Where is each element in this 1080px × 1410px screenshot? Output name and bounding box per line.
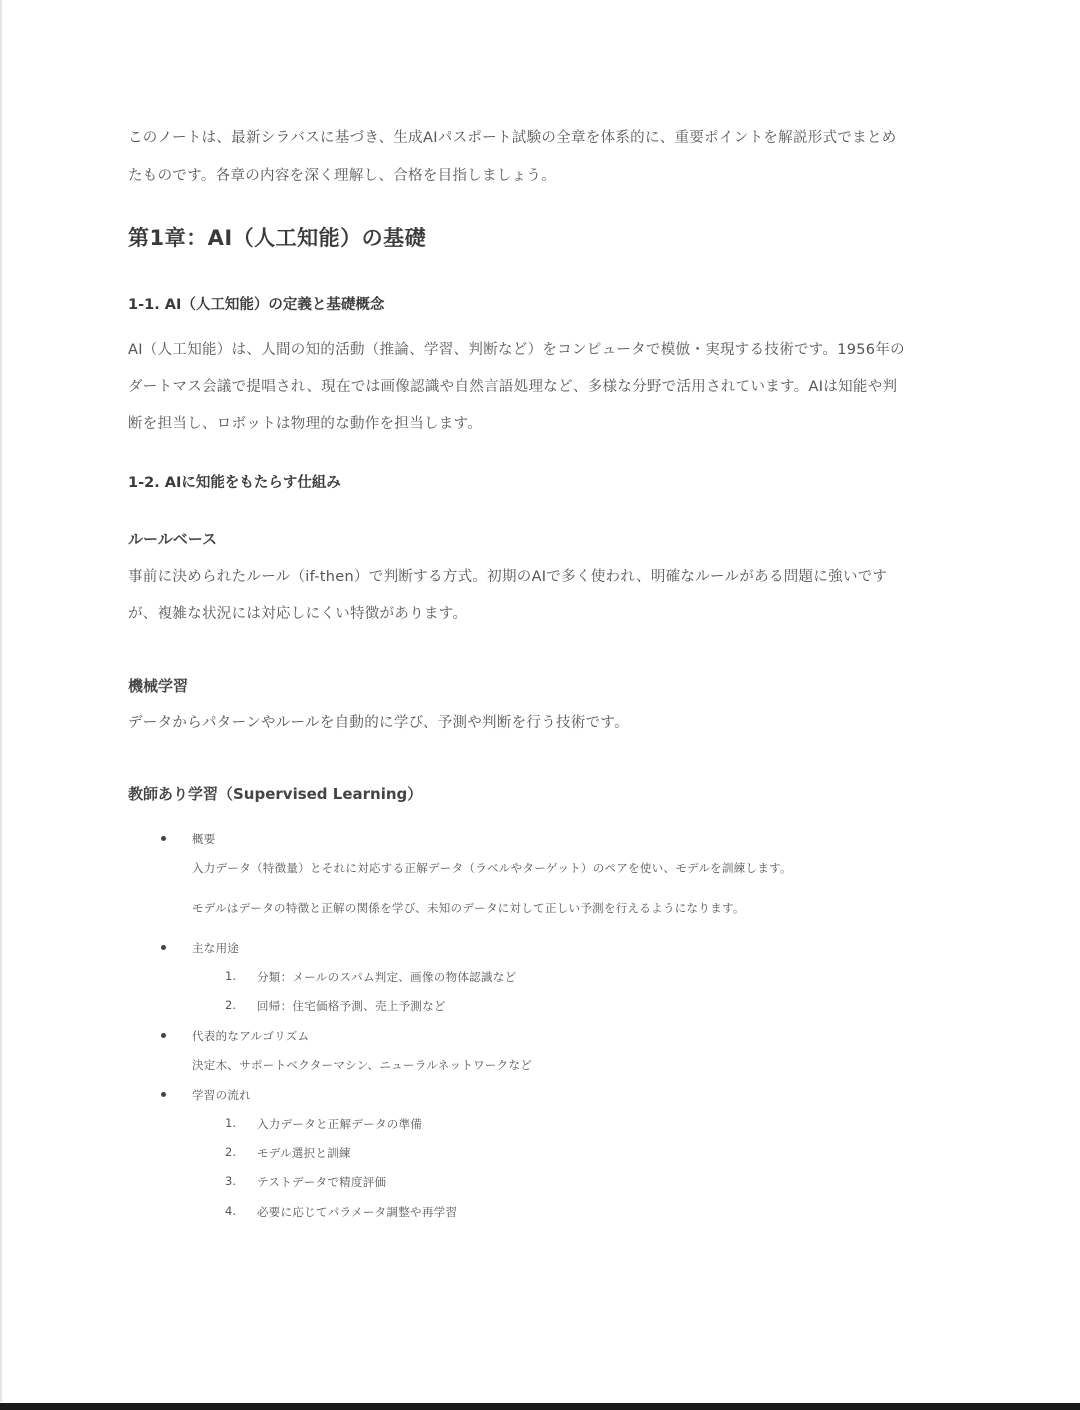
overview-line-1: 入力データ（特徴量）とそれに対応する正解データ（ラベルやターゲット）のペアを使い、モデルを訓練します。 [192, 861, 792, 875]
chapter-title: 第1章：AI（人工知能）の基礎 [128, 226, 427, 250]
section-heading-1-1: 1-1. AI（人工知能）の定義と基礎概念 [128, 297, 385, 313]
flow-item-1-number: 1. [225, 1116, 236, 1130]
flow-item-4-number: 4. [225, 1204, 236, 1218]
overview-line-2: モデルはデータの特徴と正解の関係を学び、未知のデータに対して正しい予測を行えるようになります。 [192, 901, 745, 915]
flow-item-4-text: 必要に応じてパラメータ調整や再学習 [257, 1205, 458, 1219]
rule-based-line-2: が、複雑な状況には対応しにくい特徴があります。 [128, 606, 468, 622]
bullet-dot [161, 836, 166, 841]
intro-line-2: たものです。各章の内容を深く理解し、合格を目指しましょう。 [128, 168, 557, 184]
page-left-edge [0, 0, 2, 1402]
flow-item-1-text: 入力データと正解データの準備 [257, 1117, 423, 1131]
ml-heading: 機械学習 [128, 677, 189, 695]
rule-based-line-1: 事前に決められたルール（if-then）で判断する方式。初期のAIで多く使われ、明確なルールがある問題に強いです [128, 569, 888, 585]
uses-item-2-text: 回帰：住宅価格予測、売上予測など [257, 999, 446, 1013]
uses-item-1-number: 1. [225, 969, 236, 983]
flow-item-3-number: 3. [225, 1174, 236, 1188]
rule-based-heading: ルールベース [128, 530, 217, 548]
ml-line-1: データからパターンやルールを自動的に学び、予測や判断を行う技術です。 [128, 715, 629, 731]
section-1-1-line-1: AI（人工知能）は、人間の知的活動（推論、学習、判断など）をコンピュータで模倣・実現する技術です。1956年の [128, 342, 905, 358]
flow-item-2-text: モデル選択と訓練 [257, 1146, 351, 1160]
flow-item-3-text: テストデータで精度評価 [257, 1175, 387, 1189]
uses-label: 主な用途 [192, 941, 240, 955]
algorithms-text: 決定木、サポートベクターマシン、ニューラルネットワークなど [192, 1058, 533, 1072]
flow-item-2-number: 2. [225, 1145, 236, 1159]
uses-item-1-text: 分類：メールのスパム判定、画像の物体認識など [257, 970, 517, 984]
intro-line-1: このノートは、最新シラバスに基づき、生成AIパスポート試験の全章を体系的に、重要ポイントを解説形式でまとめ [128, 130, 897, 146]
section-1-1-line-3: 断を担当し、ロボットは物理的な動作を担当します。 [128, 416, 483, 432]
section-1-1-line-2: ダートマス会議で提唱され、現在では画像認識や自然言語処理など、多様な分野で活用されています。AIは知能や判 [128, 379, 898, 395]
bullet-dot [161, 1033, 166, 1038]
uses-item-2-number: 2. [225, 998, 236, 1012]
bullet-dot [161, 945, 166, 950]
overview-label: 概要 [192, 832, 216, 846]
bottom-edge-bar [0, 1403, 1080, 1410]
bullet-dot [161, 1092, 166, 1097]
section-heading-1-2: 1-2. AIに知能をもたらす仕組み [128, 475, 341, 491]
supervised-heading: 教師あり学習（Supervised Learning） [128, 785, 423, 803]
algorithms-label: 代表的なアルゴリズム [192, 1029, 310, 1043]
flow-label: 学習の流れ [192, 1088, 251, 1102]
